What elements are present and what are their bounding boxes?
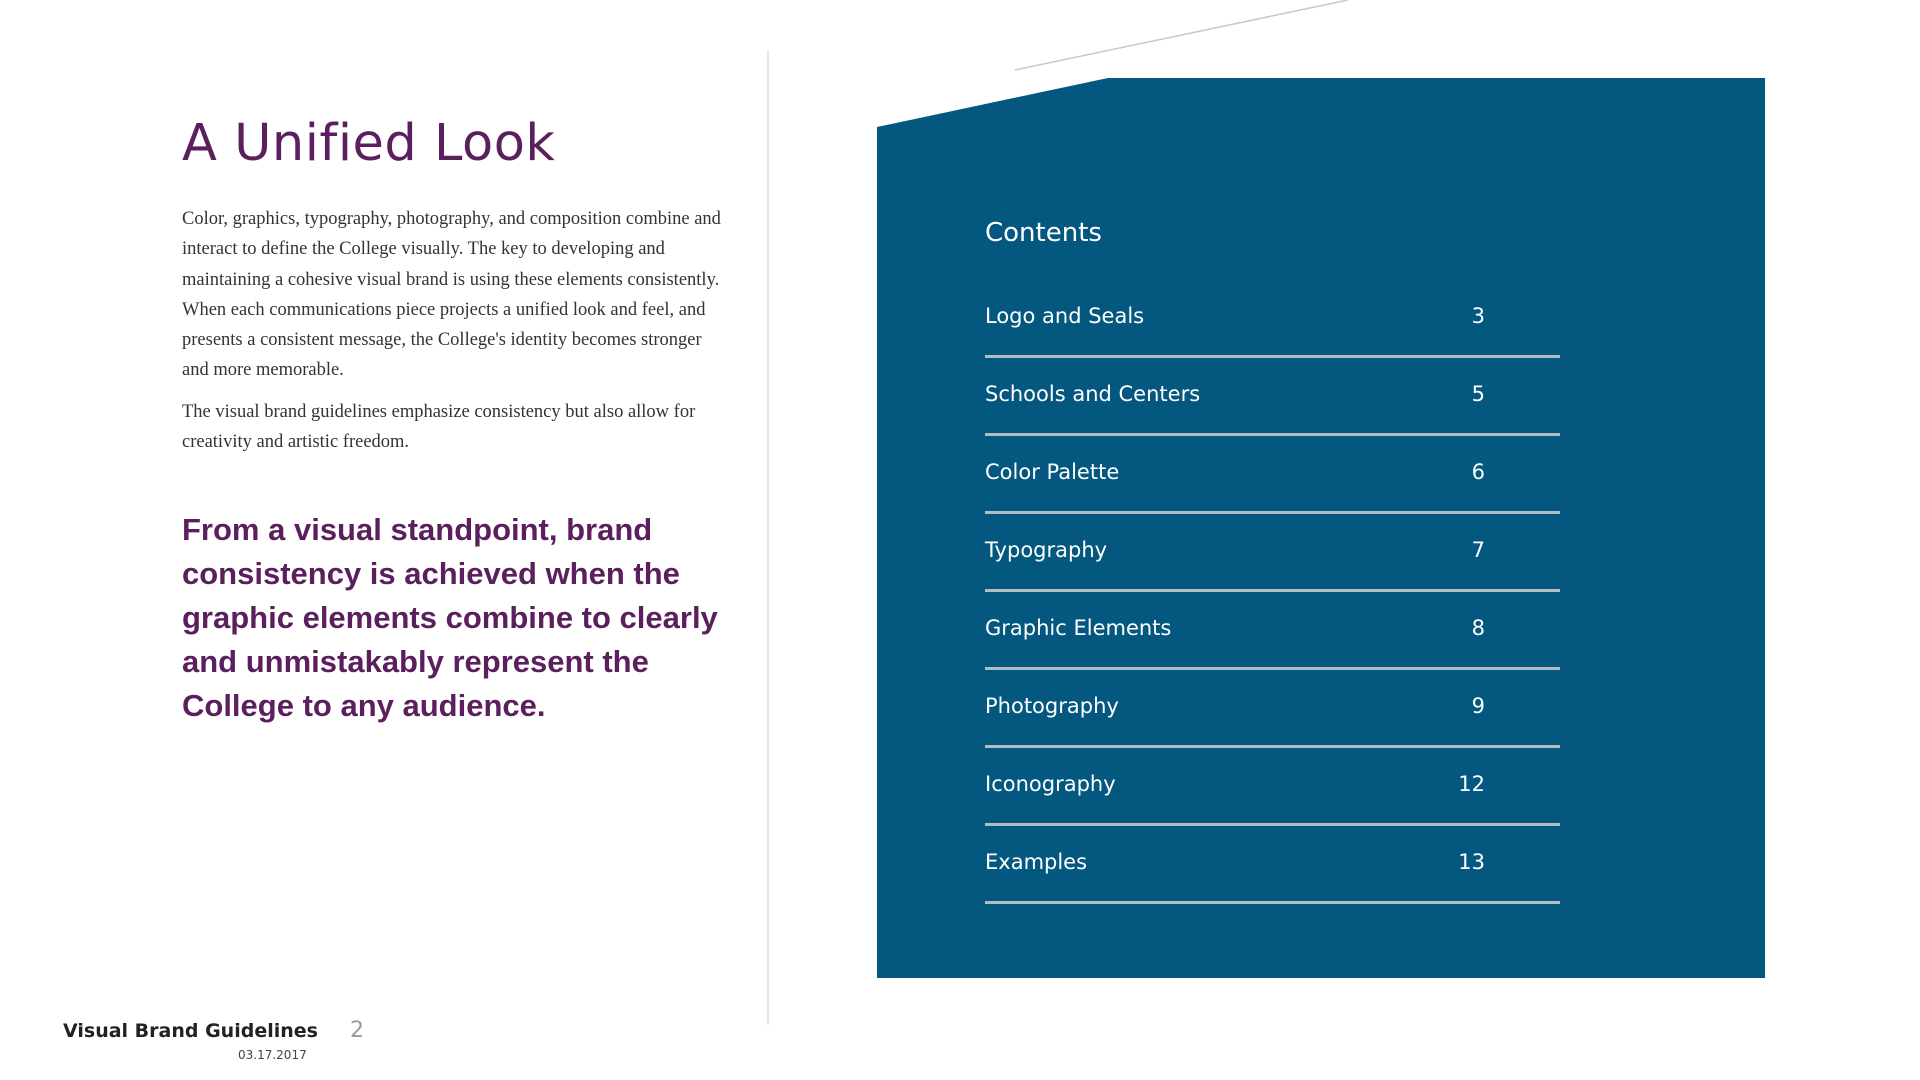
toc-item-label: Photography [985, 694, 1119, 718]
toc-item-label: Typography [985, 538, 1108, 562]
toc-item-color-palette[interactable] [985, 436, 1560, 514]
toc-item-page: 7 [1471, 538, 1485, 562]
toc-item-iconography[interactable] [985, 748, 1560, 826]
footer-page-number: 2 [350, 1018, 364, 1043]
toc-item-label: Logo and Seals [985, 304, 1145, 328]
toc-item-page: 12 [1458, 772, 1485, 796]
toc-item-graphic-elements[interactable] [985, 592, 1560, 670]
toc-item-page: 8 [1471, 616, 1485, 640]
body-paragraph-1: Color, graphics, typography, photography, and composition combine and interact to define the College visually. The key to developing and maintaining a cohesive visual brand is using these elements consistently. When each communications piece projects a unified look and feel, and presents a consistent message, the College's identity becomes stronger and more memorable. [182, 209, 721, 381]
toc-item-label: Iconography [985, 772, 1116, 796]
toc-item-page: 13 [1458, 850, 1485, 874]
toc-item-label: Color Palette [985, 460, 1120, 484]
page-title: A Unified Look [182, 114, 556, 173]
toc-item-page: 6 [1471, 460, 1485, 484]
toc-item-photography[interactable] [985, 670, 1560, 748]
toc-item-logo-and-seals[interactable] [985, 280, 1560, 358]
toc-item-label: Graphic Elements [985, 616, 1172, 640]
body-paragraph-2: The visual brand guidelines emphasize consistency but also allow for creativity and artistic freedom. [182, 401, 696, 453]
footer-date: 03.17.2017 [238, 1048, 307, 1062]
toc-item-label: Examples [985, 850, 1088, 874]
toc-item-schools-and-centers[interactable] [985, 358, 1560, 436]
toc-item-page: 3 [1471, 304, 1485, 328]
contents-heading: Contents [985, 218, 1102, 248]
toc-item-page: 5 [1471, 382, 1485, 406]
decor-diagonal-line [1015, 0, 1348, 70]
footer-title: Visual Brand Guidelines [63, 1020, 318, 1042]
toc-item-examples[interactable] [985, 826, 1560, 904]
toc-item-label: Schools and Centers [985, 382, 1201, 406]
table-of-contents [985, 218, 1560, 904]
toc-item-page: 9 [1471, 694, 1485, 718]
toc-item-typography[interactable] [985, 514, 1560, 592]
toc-list [985, 280, 1560, 904]
pull-quote: From a visual standpoint, brand consistency is achieved when the graphic elements combine to clearly and unmistakably represent the College to any audience. [182, 512, 718, 723]
